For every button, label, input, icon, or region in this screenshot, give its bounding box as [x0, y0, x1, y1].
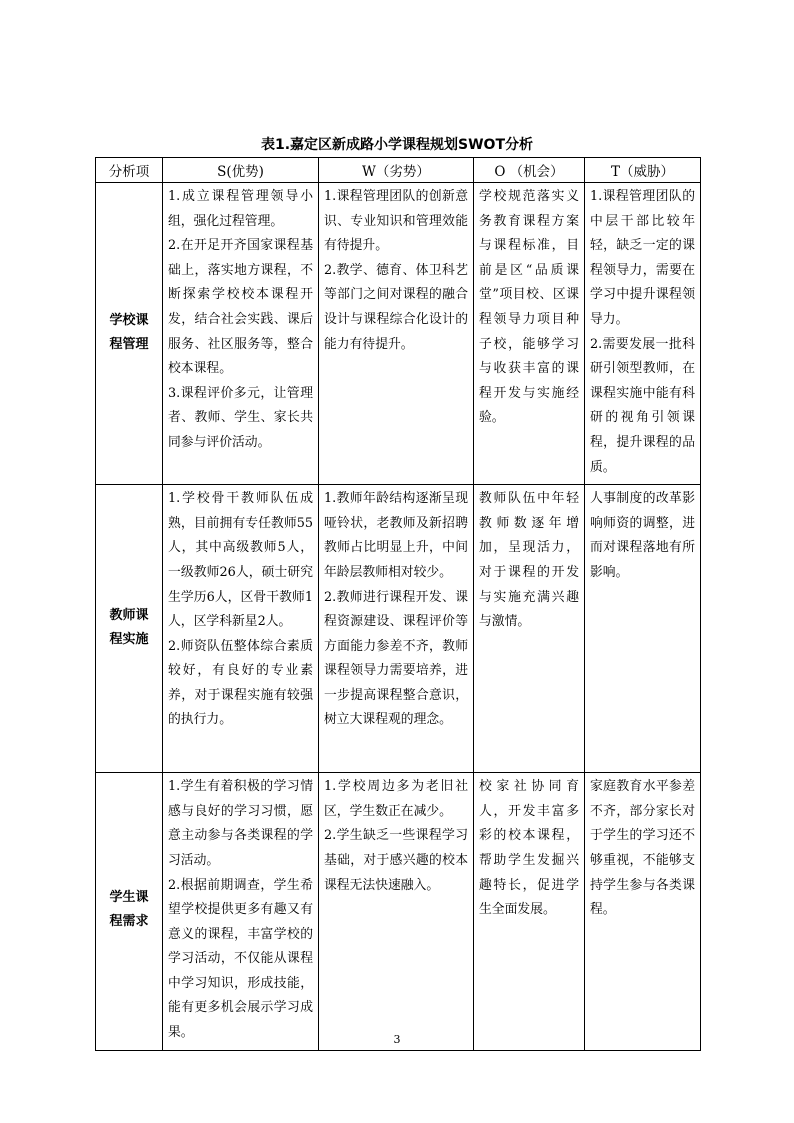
cell-text: 1.课程管理团队的中层干部比较年轻，缺乏一定的课程领导力，需要在学习中提升课程领导力。 — [590, 189, 695, 327]
table-row — [96, 485, 701, 773]
page-number: 3 — [393, 1033, 401, 1046]
header-row — [96, 158, 701, 183]
cell-text: 2.根据前期调查，学生希望学校提供更多有趣又有意义的课程，丰富学校的学习活动，不仅能从课程中学习知识，形成技能，能有更多机会展示学习成果。 — [168, 877, 313, 1041]
cell-text: 1.教师年龄结构逐渐呈现哑铃状，老教师及新招聘教师占比明显上升，中间年龄层教师相对较少。 — [324, 491, 468, 580]
row-label-course-management: 学校课 程管理 — [96, 183, 163, 485]
table-row — [96, 183, 701, 485]
cell-text: 2.需要发展一批科研引领型教师，在课程实施中能有科研的视角引领课程，提升课程的品质。 — [590, 336, 695, 475]
cell-text: 1.课程管理团队的创新意识、专业知识和管理效能有待提升。 — [324, 189, 468, 254]
cell-text: 2.教师进行课程开发、课程资源建设、课程评价等方面能力参差不齐，教师课程领导力需要培养，进一步提高课程整合意识，树立大课程观的理念。 — [324, 589, 468, 728]
cell-weaknesses — [319, 485, 474, 773]
cell-text: 2.教学、德育、体卫科艺等部门之间对课程的融合设计与课程综合化设计的能力有待提升。 — [324, 262, 468, 352]
cell-strengths — [163, 183, 319, 485]
cell-threats — [585, 485, 701, 773]
swot-table — [95, 157, 701, 1051]
header-opportunities: O （机会） — [474, 158, 585, 183]
cell-text: 1.学校骨干教师队伍成熟，目前拥有专任教师55人，其中高级教师5人，一级教师26人，硕士研究生学历6人，区骨干教师1人，区学科新星2人。 — [168, 491, 313, 630]
cell-weaknesses — [319, 773, 474, 1051]
cell-text: 2.师资队伍整体综合素质较好，有良好的专业素养，对于课程实施有较强的执行力。 — [168, 638, 313, 728]
cell-opportunities — [474, 183, 585, 485]
cell-text: 3.课程评价多元，让管理者、教师、学生、家长共同参与评价活动。 — [168, 385, 313, 450]
cell-threats — [585, 183, 701, 485]
cell-strengths — [163, 485, 319, 773]
header-threats: T（威胁） — [585, 158, 701, 183]
cell-weaknesses — [319, 183, 474, 485]
cell-text: 2.学生缺乏一些课程学习基础，对于感兴趣的校本课程无法快速融入。 — [324, 828, 468, 893]
cell-threats — [585, 773, 701, 1051]
cell-opportunities — [474, 773, 585, 1051]
cell-text: 1.学生有着积极的学习情感与良好的学习习惯，愿意主动参与各类课程的学习活动。 — [168, 779, 313, 868]
cell-text: 2.在开足开齐国家课程基础上，落实地方课程，不断探索学校校本课程开发，结合社会实践、课后服务、社区服务等，整合校本课程。 — [168, 238, 313, 377]
cell-text: 教师队伍中年轻教师数逐年增加，呈现活力，对于课程的开发与实施充满兴趣与激情。 — [479, 491, 579, 630]
table-title: 表1.嘉定区新成路小学课程规划SWOT分析 — [260, 137, 534, 153]
cell-text: 1.学校周边多为老旧社区，学生数正在减少。 — [324, 779, 468, 819]
cell-text: 人事制度的改革影响师资的调整，进而对课程落地有所影响。 — [590, 491, 695, 580]
cell-text: 1.成立课程管理领导小组，强化过程管理。 — [168, 189, 313, 229]
header-weaknesses: W（劣势） — [319, 158, 474, 183]
cell-strengths — [163, 773, 319, 1051]
cell-text: 校家社协同育人，开发丰富多彩的校本课程，帮助学生发掘兴趣特长，促进学生全面发展。 — [479, 779, 579, 918]
row-label-student-needs: 学生课 程需求 — [96, 773, 163, 1051]
row-label-teacher-implementation: 教师课 程实施 — [96, 485, 163, 773]
cell-opportunities — [474, 485, 585, 773]
header-analysis-item: 分析项 — [96, 158, 163, 183]
cell-text: 学校规范落实义务教育课程方案与课程标准，目前是区“品质课堂”项目校、区课程领导力项目种子校，能够学习与收获丰富的课程开发与实施经验。 — [479, 189, 579, 426]
table-row — [96, 773, 701, 1051]
cell-text: 家庭教育水平参差不齐，部分家长对于学生的学习还不够重视，不能够支持学生参与各类课程。 — [590, 779, 695, 918]
header-strengths: S(优势) — [163, 158, 319, 183]
